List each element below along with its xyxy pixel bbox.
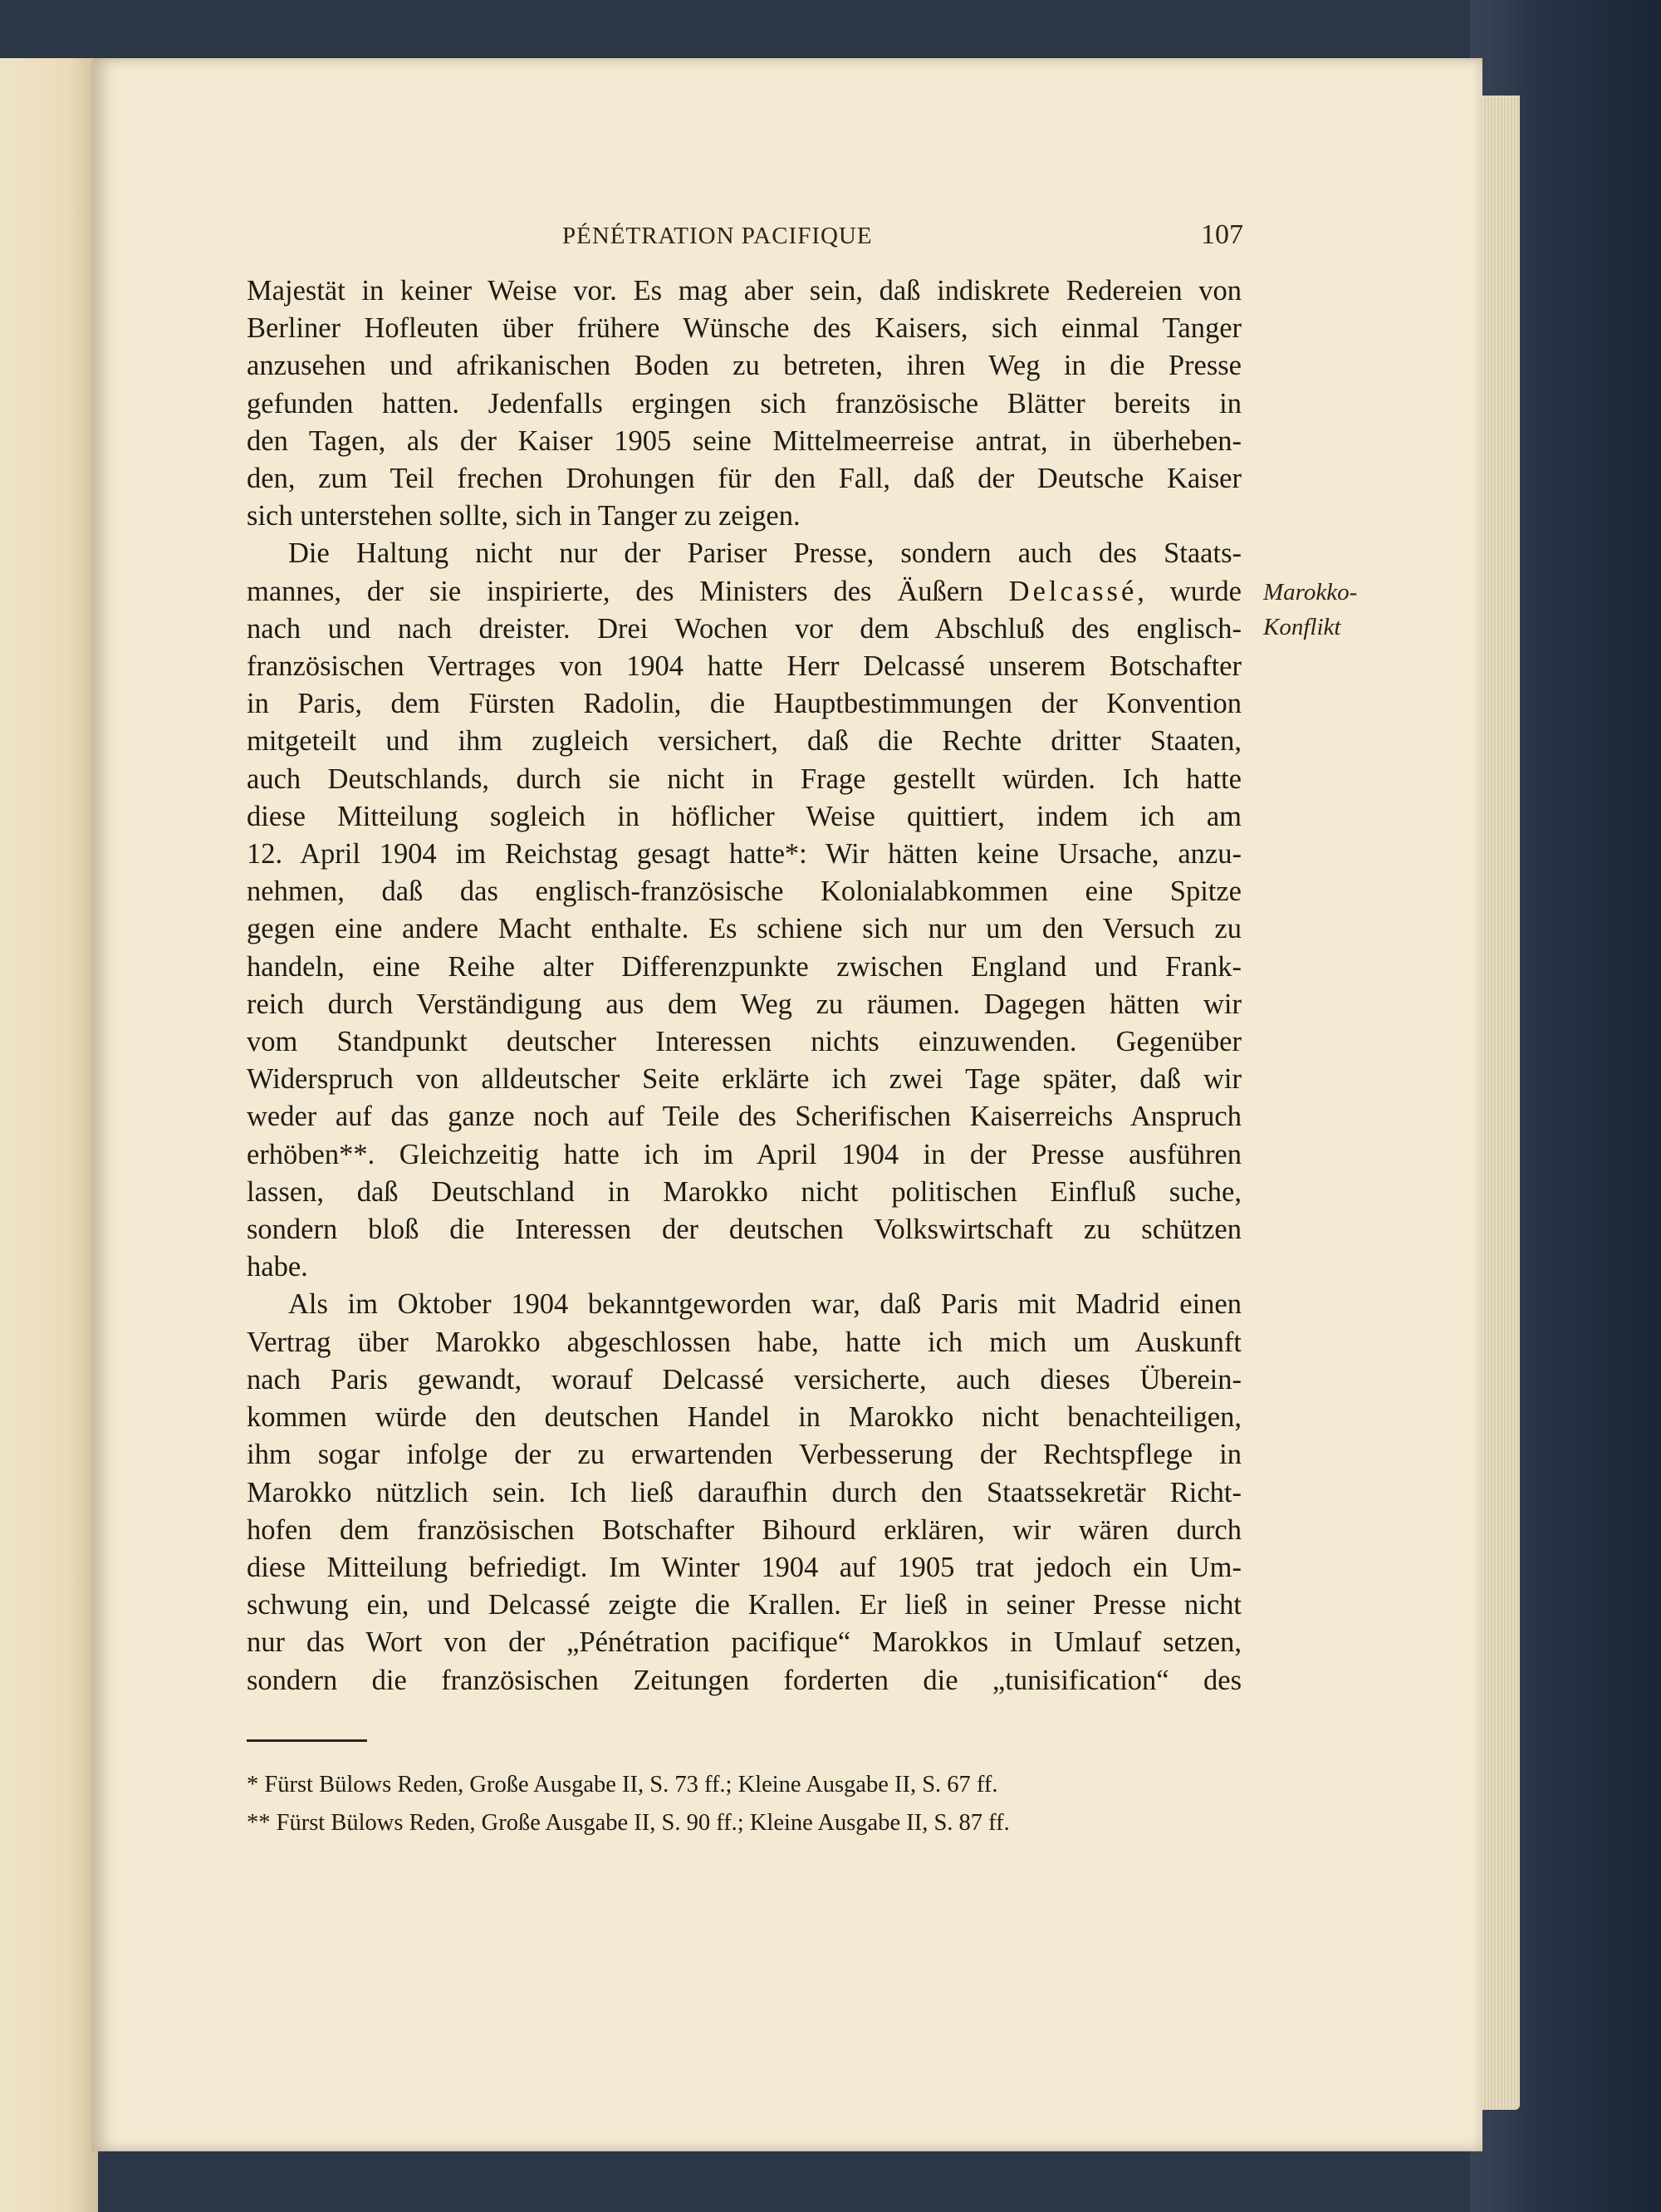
text-line: hofen dem französischen Botschafter Bihourd erklären, wir wären durch	[247, 1513, 1242, 1546]
text-line: weder auf das ganze noch auf Teile des Scherifischen Kaiserreichs Anspruch	[247, 1101, 1242, 1133]
text-line: erhöben**. Gleichzeitig hatte ich im April 1904 in der Presse ausführen	[247, 1138, 1242, 1170]
text-line: nur das Wort von der „Pénétration pacifique“ Marokkos in Umlauf setzen,	[247, 1626, 1242, 1659]
text-line: Die Haltung nicht nur der Pariser Presse, sondern auch des Staats-	[288, 537, 1242, 570]
text-line: schwung ein, und Delcassé zeigte die Krallen. Er ließ in seiner Presse nicht	[247, 1589, 1242, 1621]
text-line: Vertrag über Marokko abgeschlossen habe, hatte ich mich um Auskunft	[247, 1326, 1242, 1358]
text-line: Majestät in keiner Weise vor. Es mag aber sein, daß indiskrete Redereien von	[247, 275, 1242, 307]
text-line: Marokko nützlich sein. Ich ließ daraufhin durch den Staatssekretär Richt-	[247, 1476, 1242, 1508]
text-line: sondern bloß die Interessen der deutschen Volkswirtschaft zu schützen	[247, 1214, 1242, 1246]
page-number: 107	[1201, 219, 1243, 250]
text-line: ihm sogar infolge der zu erwartenden Verbesserung der Rechtspflege in	[247, 1439, 1242, 1471]
text-line: diese Mitteilung befriedigt. Im Winter 1904 auf 1905 trat jedoch ein Um-	[247, 1551, 1242, 1583]
text-line: reich durch Verständigung aus dem Weg zu räumen. Dagegen hätten wir	[247, 988, 1242, 1020]
text-line: den, zum Teil frechen Drohungen für den Fall, daß der Deutsche Kaiser	[247, 463, 1242, 495]
text-line: auch Deutschlands, durch sie nicht in Frage gestellt würden. Ich hatte	[247, 763, 1242, 795]
margin-note-line: Marokko-	[1263, 579, 1358, 606]
text-line: handeln, eine Reihe alter Differenzpunkte zwischen England und Frank-	[247, 950, 1242, 983]
page-stack-edge	[1482, 96, 1520, 2110]
text-line: vom Standpunkt deutscher Interessen nichts einzuwenden. Gegenüber	[247, 1026, 1242, 1058]
text-line: nach Paris gewandt, worauf Delcassé versicherte, auch dieses Überein-	[247, 1363, 1242, 1395]
footnote-rule	[247, 1739, 367, 1742]
page-header	[247, 219, 1243, 264]
text-line: anzusehen und afrikanischen Boden zu betreten, ihren Weg in die Presse	[247, 350, 1242, 382]
margin-note	[1263, 575, 1357, 645]
facing-page-edge	[0, 58, 98, 2212]
text-line: sich unterstehen sollte, sich in Tanger zu zeigen.	[247, 500, 801, 532]
text-line: mitgeteilt und ihm zugleich versichert, daß die Rechte dritter Staaten,	[247, 725, 1242, 758]
footnotes	[247, 1766, 1185, 1842]
text-line: den Tagen, als der Kaiser 1905 seine Mittelmeerreise antrat, in überheben-	[247, 424, 1242, 457]
margin-note-line: Konflikt	[1263, 614, 1341, 640]
name-delcasse: Delcassé	[1008, 575, 1138, 607]
text-line: habe.	[247, 1251, 308, 1283]
footnote: * Fürst Bülows Reden, Große Ausgabe II, S. 73 ff.; Kleine Ausgabe II, S. 67 ff.	[247, 1772, 998, 1798]
text-fragment: mannes, der sie inspirierte, des Ministers des Äußern	[247, 575, 983, 607]
text-line: Als im Oktober 1904 bekanntgeworden war, daß Paris mit Madrid einen	[288, 1288, 1242, 1321]
text-line: 12. April 1904 im Reichstag gesagt hatte*: Wir hätten keine Ursache, anzu-	[247, 838, 1242, 871]
text-line: in Paris, dem Fürsten Radolin, die Hauptbestimmungen der Konvention	[247, 688, 1242, 720]
text-line: kommen würde den deutschen Handel in Marokko nicht benachteiligen,	[247, 1401, 1242, 1434]
text-line: gefunden hatten. Jedenfalls ergingen sich französische Blätter bereits in	[247, 387, 1242, 419]
text-line: gegen eine andere Macht enthalte. Es schiene sich nur um den Versuch zu	[247, 913, 1242, 945]
text-fragment: , wurde	[1137, 575, 1242, 607]
text-line: nach und nach dreister. Drei Wochen vor dem Abschluß des englisch-	[247, 612, 1242, 645]
body-text	[247, 272, 1242, 1699]
text-line: sondern die französischen Zeitungen forderten die „tunisification“ des	[247, 1664, 1242, 1696]
text-line	[247, 573, 1242, 611]
text-line: Berliner Hofleuten über frühere Wünsche des Kaisers, sich einmal Tanger	[247, 312, 1242, 345]
text-line: lassen, daß Deutschland in Marokko nicht politischen Einfluß suche,	[247, 1175, 1242, 1208]
text-line: nehmen, daß das englisch-französische Kolonialabkommen eine Spitze	[247, 875, 1242, 908]
text-line: Widerspruch von alldeutscher Seite erklärte ich zwei Tage später, daß wir	[247, 1063, 1242, 1096]
text-line: diese Mitteilung sogleich in höflicher Weise quittiert, indem ich am	[247, 800, 1242, 832]
running-title: PÉNÉTRATION PACIFIQUE	[562, 223, 873, 249]
footnote: ** Fürst Bülows Reden, Große Ausgabe II, S. 90 ff.; Kleine Ausgabe II, S. 87 ff.	[247, 1810, 1010, 1836]
text-line: französischen Vertrages von 1904 hatte Herr Delcassé unserem Botschafter	[247, 650, 1242, 683]
